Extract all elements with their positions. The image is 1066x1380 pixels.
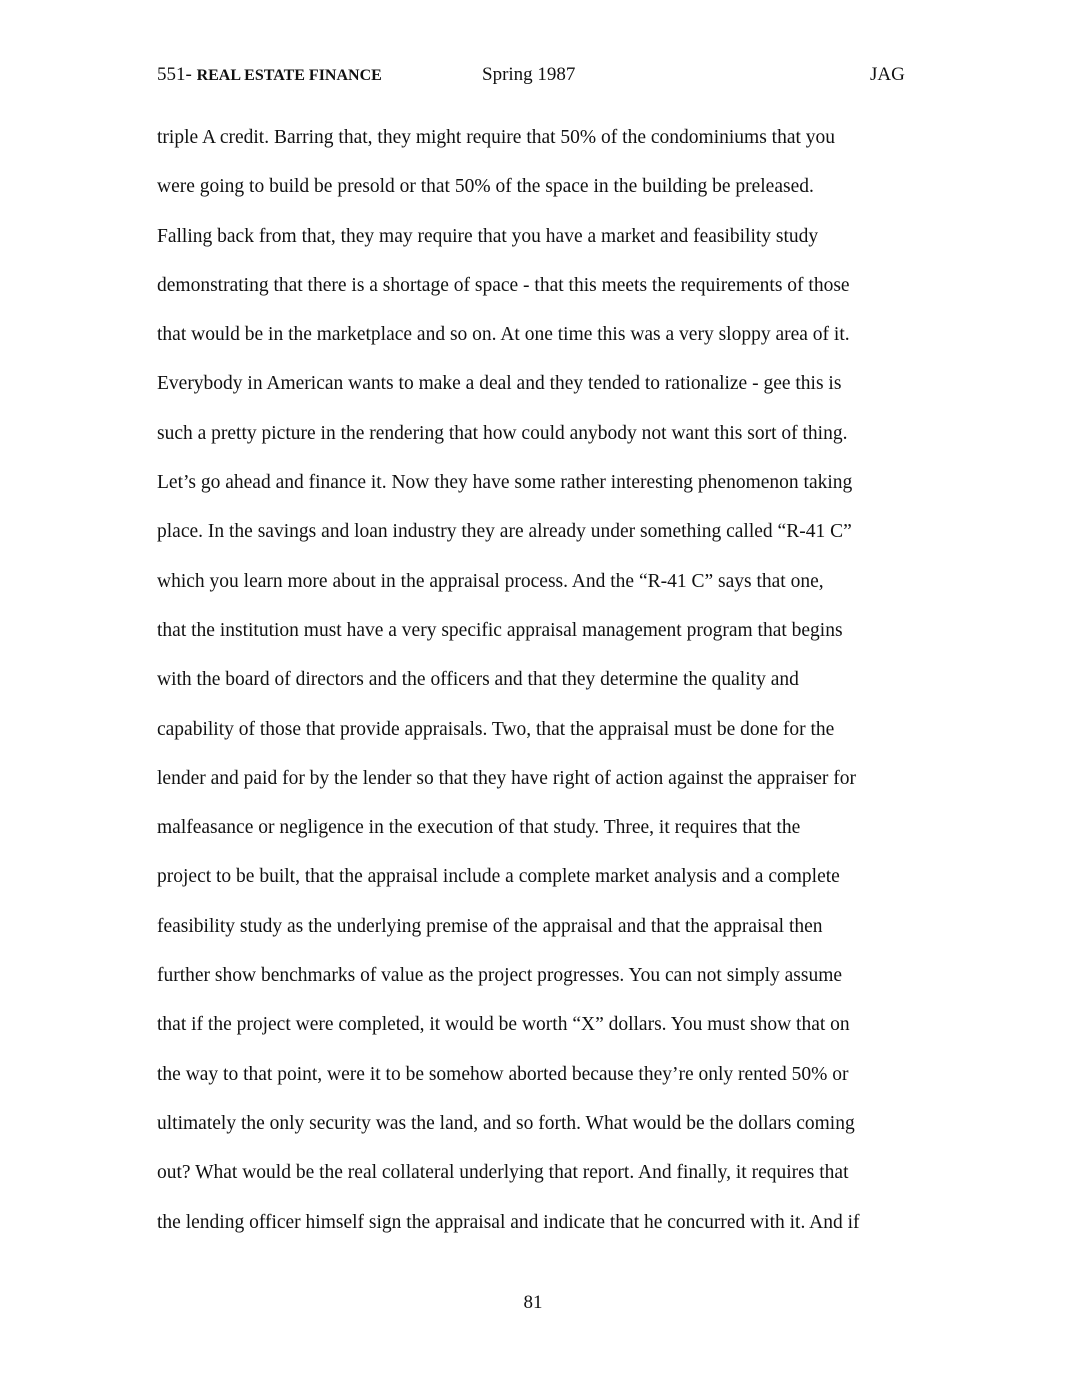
- text-line: lender and paid for by the lender so that they have right of action against the appraiser for: [157, 767, 857, 789]
- text-line: that the institution must have a very specific appraisal management program that begins: [157, 619, 843, 641]
- text-line: out? What would be the real collateral underlying that report. And finally, it requires that: [157, 1162, 849, 1184]
- course-title: REAL ESTATE FINANCE: [196, 67, 382, 84]
- text-line: feasibility study as the underlying premise of the appraisal and that the appraisal then: [157, 915, 823, 937]
- text-line: demonstrating that there is a shortage of space - that this meets the requirements of those: [157, 274, 850, 296]
- term-label: Spring 1987: [482, 64, 576, 85]
- text-line: that would be in the marketplace and so on. At one time this was a very sloppy area of it.: [157, 324, 850, 346]
- transcript-body: [157, 122, 917, 1256]
- text-line: project to be built, that the appraisal include a complete market analysis and a complete: [157, 866, 840, 888]
- text-line: malfeasance or negligence in the execution of that study. Three, it requires that the: [157, 817, 801, 839]
- text-line: ultimately the only security was the land, and so forth. What would be the dollars coming: [157, 1112, 855, 1134]
- text-line: which you learn more about in the appraisal process. And the “R-41 C” says that one,: [157, 570, 824, 592]
- text-line: Falling back from that, they may require that you have a market and feasibility study: [157, 225, 819, 247]
- text-line: that if the project were completed, it would be worth “X” dollars. You must show that on: [157, 1014, 850, 1036]
- author-initials: JAG: [870, 64, 905, 85]
- page-header: [0, 64, 1066, 90]
- course-code: 551-: [157, 64, 192, 85]
- text-line: with the board of directors and the officers and that they determine the quality and: [157, 669, 799, 691]
- course-heading: [157, 64, 382, 86]
- text-line: triple A credit. Barring that, they might require that 50% of the condominiums that you: [157, 127, 836, 148]
- page-number: 81: [523, 1292, 543, 1313]
- text-line: place. In the savings and loan industry they are already under something called “R-41 C”: [157, 521, 852, 543]
- text-line: the lending officer himself sign the appraisal and indicate that he concurred with it. And if: [157, 1211, 860, 1233]
- text-line: Let’s go ahead and finance it. Now they have some rather interesting phenomenon taking: [157, 472, 853, 494]
- text-line: the way to that point, were it to be somehow aborted because they’re only rented 50% or: [157, 1063, 849, 1085]
- text-line: such a pretty picture in the rendering that how could anybody not want this sort of thing.: [157, 422, 848, 444]
- text-line: further show benchmarks of value as the project progresses. You can not simply assume: [157, 965, 843, 987]
- text-line: were going to build be presold or that 50% of the space in the building be preleased.: [157, 176, 814, 198]
- text-line: capability of those that provide appraisals. Two, that the appraisal must be done for the: [157, 718, 835, 740]
- text-line: Everybody in American wants to make a deal and they tended to rationalize - gee this is: [157, 373, 842, 395]
